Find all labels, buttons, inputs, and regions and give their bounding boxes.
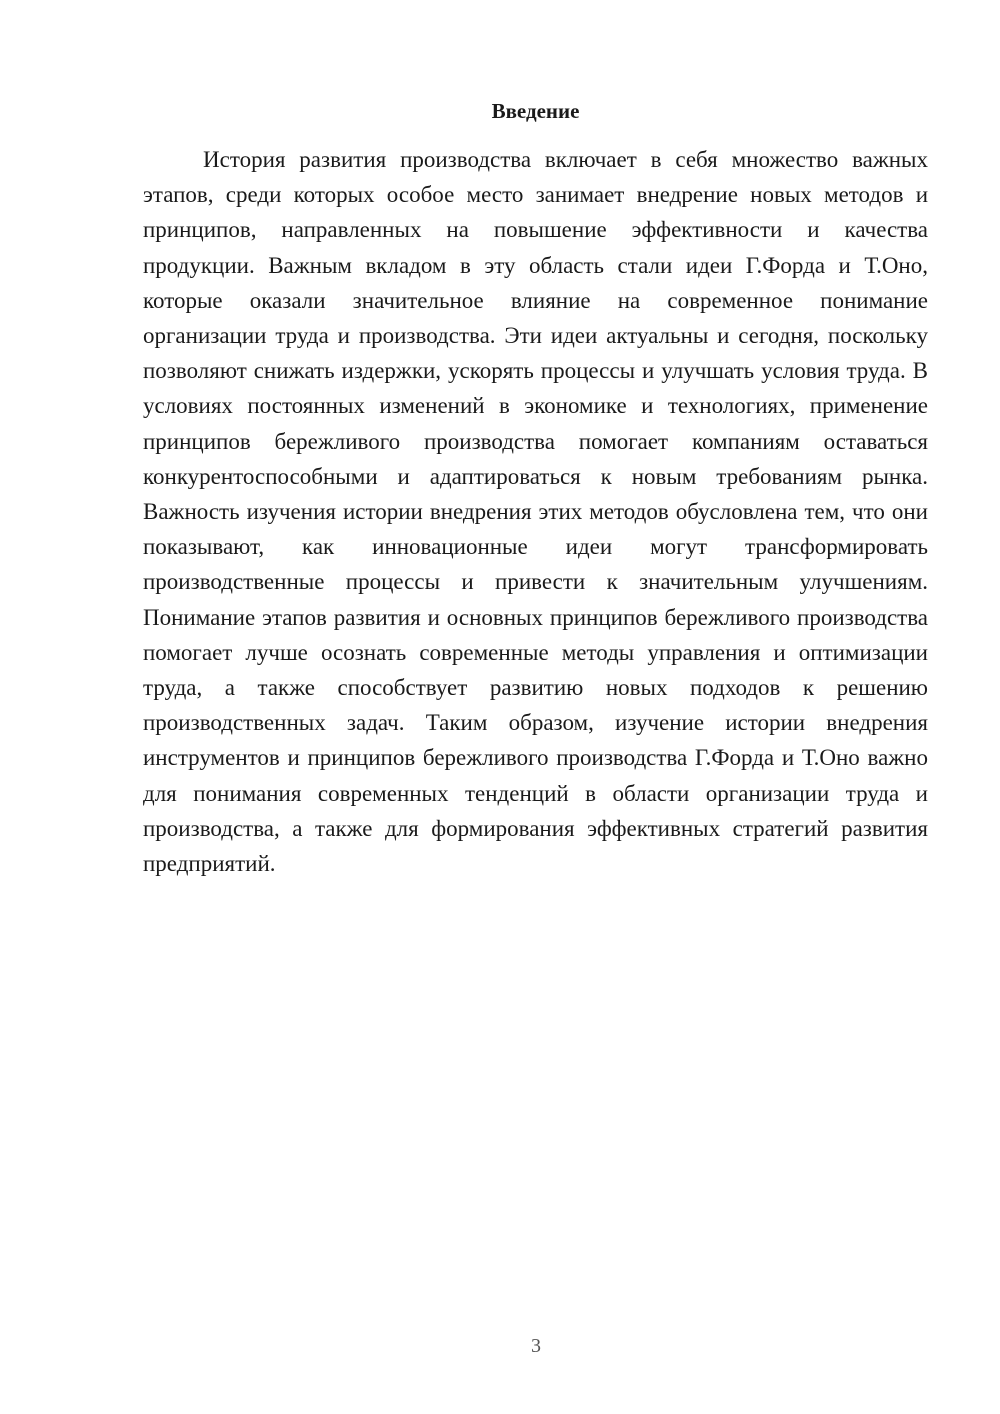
section-heading: Введение xyxy=(491,99,580,123)
page-number: 3 xyxy=(531,1335,541,1357)
body-paragraph: История развития производства включает в себя множество важных этапов, среди которых особое место занимает внедрение новых методов и принципов, направленных на повышение эффективности и качества продукции. Важным вкладом в эту область стали идеи Г.Форда и Т.Оно, которые оказали значительное влияние на современное понимание организации труда и производства. Эти идеи актуальны и сегодня, поскольку позволяют снижать издержки, ускорять процессы и улучшать условия труда. В условиях постоянных изменений в экономике и технологиях, применение принципов бережливого производства помогает компаниям оставаться конкурентоспособными и адаптироваться к новым требованиям рынка. Важность изучения истории внедрения этих методов обусловлена тем, что они показывают, как инновационные идеи могут трансформировать производственные процессы и привести к значительным улучшениям. Понимание этапов развития и основных принципов бережливого производства помогает лучше осознать современные методы управления и оптимизации труда, а также способствует развитию новых подходов к решению производственных задач. Таким образом, изучение истории внедрения инструментов и принципов бережливого производства Г.Форда и Т.Оно важно для понимания современных тенденций в области организации труда и производства, а также для формирования эффективных стратегий развития предприятий. xyxy=(143,147,928,877)
